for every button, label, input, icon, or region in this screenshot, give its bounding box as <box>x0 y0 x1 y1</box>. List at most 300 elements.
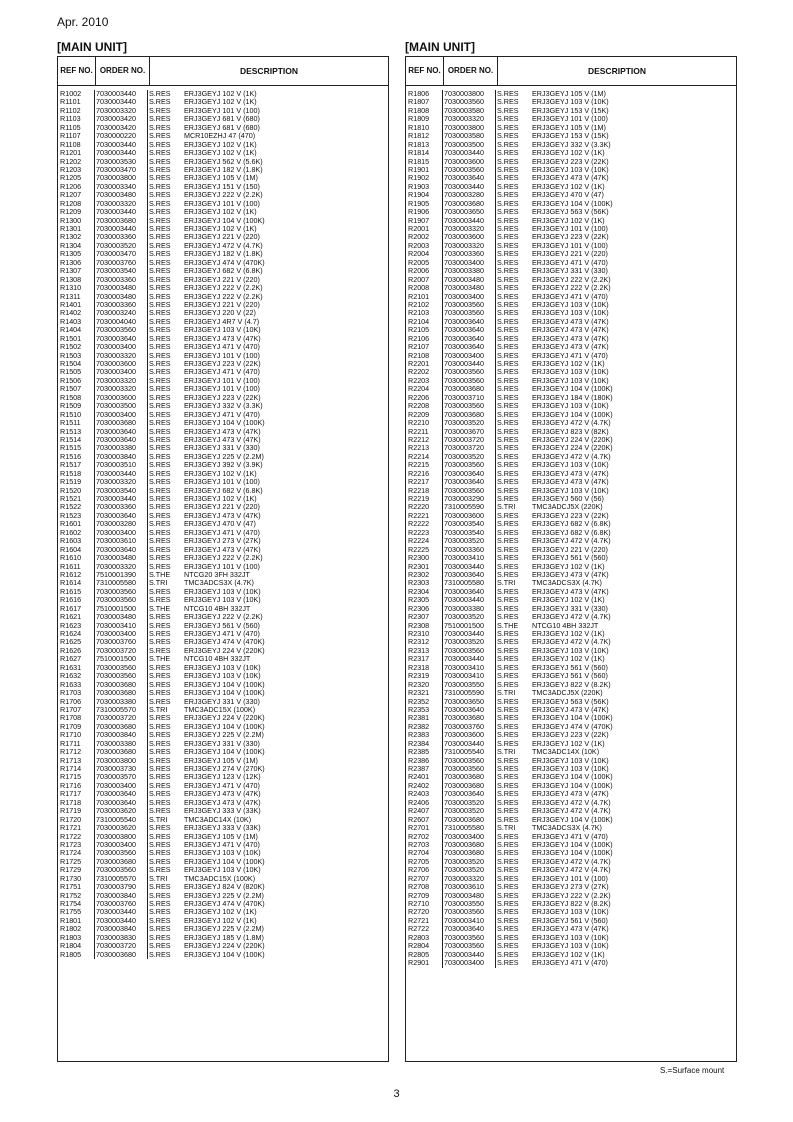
ref-no-cell: R1403 <box>58 318 95 326</box>
ref-no-cell: R1616 <box>58 596 95 604</box>
order-no-cell: 7030003380 <box>95 740 148 748</box>
table-row <box>406 495 736 503</box>
ref-no-cell: R2105 <box>406 326 443 334</box>
type-cell: S.RES <box>149 419 171 428</box>
ref-no-cell: R1713 <box>58 757 95 765</box>
table-row <box>58 638 388 646</box>
order-no-cell: 7030003440 <box>95 208 148 216</box>
type-cell: S.RES <box>149 748 171 757</box>
type-cell: S.RES <box>497 807 519 816</box>
type-cell: S.RES <box>149 368 171 377</box>
ref-no-cell: R2221 <box>406 512 443 520</box>
type-cell: S.RES <box>497 326 519 335</box>
ref-no-cell: R1621 <box>58 613 95 621</box>
table-row <box>406 352 736 360</box>
ref-no-cell: R2217 <box>406 478 443 486</box>
order-no-cell: 7030003680 <box>443 200 496 208</box>
table-row <box>406 529 736 537</box>
order-no-cell: 7030003360 <box>95 301 148 309</box>
ref-no-cell: R1501 <box>58 335 95 343</box>
ref-no-cell: R2213 <box>406 444 443 452</box>
table-row <box>406 183 736 191</box>
type-cell: S.RES <box>149 149 171 158</box>
order-no-cell: 7310005570 <box>95 875 148 883</box>
type-cell: S.TRI <box>497 748 516 757</box>
type-cell: S.TRI <box>497 824 516 833</box>
order-no-cell: 7030003730 <box>95 765 148 773</box>
type-cell: S.RES <box>149 267 171 276</box>
type-cell: S.TRI <box>149 815 168 824</box>
ref-no-cell: R1711 <box>58 740 95 748</box>
ref-no-cell: R2108 <box>406 352 443 360</box>
ref-no-cell: R2101 <box>406 293 443 301</box>
ref-no-cell: R1730 <box>58 875 95 883</box>
order-no-cell: 7030003400 <box>95 841 148 849</box>
type-cell: S.RES <box>497 410 519 419</box>
order-no-cell: 7030003400 <box>95 630 148 638</box>
order-no-cell: 7030003760 <box>95 638 148 646</box>
table-row <box>406 174 736 182</box>
table-row <box>58 689 388 697</box>
type-cell: S.RES <box>149 950 171 959</box>
ref-no-cell: R2318 <box>406 664 443 672</box>
ref-no-cell: R2218 <box>406 487 443 495</box>
ref-no-cell: R1802 <box>58 925 95 933</box>
table-row <box>58 90 388 98</box>
type-cell: S.RES <box>497 90 519 98</box>
table-row <box>406 579 736 587</box>
order-no-cell: 7310005590 <box>443 503 496 511</box>
part-cell: ERJ3GEYJ 104 V (100K) <box>532 410 613 419</box>
table-row <box>58 714 388 722</box>
table-row <box>58 200 388 208</box>
table-row <box>406 841 736 849</box>
order-no-cell: 7030003320 <box>443 242 496 250</box>
table-row <box>406 900 736 908</box>
table-row <box>58 326 388 334</box>
table-row <box>58 191 388 199</box>
type-cell: S.RES <box>149 140 171 149</box>
ref-no-cell: R1503 <box>58 352 95 360</box>
ref-no-cell: R1105 <box>58 124 95 132</box>
order-no-cell: 7030003440 <box>95 470 148 478</box>
ref-no-cell: R1904 <box>406 191 443 199</box>
part-cell: ERJ3GEYJ 473 V (47K) <box>532 174 609 183</box>
order-no-cell: 7030003530 <box>95 158 148 166</box>
part-cell: ERJ3GEYJ 102 V (1K) <box>532 562 605 571</box>
part-cell: ERJ3GEYJ 104 V (100K) <box>532 815 613 824</box>
table-row <box>58 942 388 950</box>
table-row <box>58 107 388 115</box>
order-no-cell: 7030003440 <box>443 630 496 638</box>
part-cell: ERJ3GEYJ 223 V (22K) <box>532 731 609 740</box>
part-cell: ERJ3GEYJ 331 V (330) <box>532 604 608 613</box>
table-row <box>406 259 736 267</box>
ref-no-cell: R2214 <box>406 453 443 461</box>
part-cell: ERJ3GEYJ 105 V (1M) <box>184 756 258 765</box>
part-cell: ERJ3GEYJ 220 V (22) <box>184 309 256 318</box>
order-no-cell: 7030003680 <box>443 841 496 849</box>
part-cell: ERJ3GEYJ 221 V (220) <box>532 545 608 554</box>
part-cell: ERJ3GEYJ 103 V (10K) <box>532 309 609 318</box>
part-cell: ERJ3GEYJ 104 V (100K) <box>532 385 613 394</box>
ref-no-cell: R2703 <box>406 841 443 849</box>
order-no-cell: 7030003640 <box>443 790 496 798</box>
ref-no-cell: R2721 <box>406 917 443 925</box>
ref-no-cell: R2708 <box>406 883 443 891</box>
ref-no-cell: R1754 <box>58 900 95 908</box>
order-no-cell: 7030003560 <box>443 757 496 765</box>
table-row <box>58 276 388 284</box>
type-cell: S.RES <box>497 444 519 453</box>
table-row <box>58 352 388 360</box>
order-no-cell: 7030003650 <box>443 698 496 706</box>
type-cell: S.RES <box>497 174 519 183</box>
ref-no-cell: R2102 <box>406 301 443 309</box>
ref-no-cell: R1902 <box>406 174 443 182</box>
type-cell: S.RES <box>497 908 519 917</box>
ref-no-cell: R2201 <box>406 360 443 368</box>
type-cell: S.RES <box>149 216 171 225</box>
type-cell: S.RES <box>497 562 519 571</box>
table-row <box>406 115 736 123</box>
ref-no-cell: R2225 <box>406 546 443 554</box>
type-cell: S.RES <box>149 444 171 453</box>
part-cell: ERJ3GEYJ 470 V (47) <box>184 520 256 529</box>
type-cell: S.RES <box>149 621 171 630</box>
order-no-cell: 7030003560 <box>443 301 496 309</box>
table-row <box>406 453 736 461</box>
table-row <box>58 757 388 765</box>
part-cell: ERJ3GEYJ 103 V (10K) <box>532 165 609 174</box>
order-no-cell: 7030003380 <box>443 267 496 275</box>
part-cell: ERJ3GEYJ 103 V (10K) <box>532 756 609 765</box>
table-row <box>58 537 388 545</box>
table-row <box>58 124 388 132</box>
table-row <box>58 883 388 891</box>
order-no-cell: 7030003560 <box>95 664 148 672</box>
part-cell: ERJ3GEYJ 104 V (100K) <box>184 950 265 959</box>
order-no-cell: 7030003550 <box>443 681 496 689</box>
type-cell: S.RES <box>497 680 519 689</box>
table-row <box>58 892 388 900</box>
ref-no-cell: R1107 <box>58 132 95 140</box>
ref-no-cell: R2386 <box>406 757 443 765</box>
type-cell: S.RES <box>149 807 171 816</box>
ref-no-cell: R1720 <box>58 816 95 824</box>
table-row <box>406 588 736 596</box>
order-no-cell: 7030003640 <box>95 512 148 520</box>
part-cell: ERJ3GEYJ 332 V (3.3K) <box>532 140 611 149</box>
type-cell: S.RES <box>149 478 171 487</box>
part-cell: ERJ3GEYJ 103 V (10K) <box>532 300 609 309</box>
type-cell: S.RES <box>497 98 519 107</box>
ref-no-cell: R1514 <box>58 436 95 444</box>
part-cell: ERJ3GEYJ 471 V (470) <box>184 840 260 849</box>
ref-no-cell: R1715 <box>58 773 95 781</box>
table-row <box>406 335 736 343</box>
order-no-cell: 7030003790 <box>95 883 148 891</box>
ref-no-cell: R1201 <box>58 149 95 157</box>
part-cell: ERJ3GEYJ 331 V (330) <box>184 444 260 453</box>
part-cell: ERJ3GEYJ 473 V (47K) <box>184 427 261 436</box>
ref-no-cell: R2702 <box>406 833 443 841</box>
type-cell: S.RES <box>149 900 171 908</box>
order-no-cell: 7030003400 <box>95 343 148 351</box>
ref-no-cell: R1507 <box>58 385 95 393</box>
order-no-cell: 7030003280 <box>443 191 496 199</box>
part-cell: MCR10EZHJ 47 (470) <box>184 132 256 141</box>
ref-no-cell: R1627 <box>58 655 95 663</box>
order-no-cell: 7030003440 <box>95 98 148 106</box>
ref-no-header: REF NO. <box>58 57 96 85</box>
ref-no-cell: R1755 <box>58 908 95 916</box>
table-row <box>406 959 736 967</box>
type-cell: S.RES <box>149 292 171 301</box>
order-no-cell: 7030003290 <box>443 495 496 503</box>
part-cell: ERJ3GEYJ 331 V (330) <box>184 739 260 748</box>
table-row <box>406 158 736 166</box>
order-no-cell: 7030003520 <box>95 242 148 250</box>
part-cell: ERJ3GEYJ 224 V (220K) <box>532 444 613 453</box>
table-row <box>58 436 388 444</box>
type-cell: S.RES <box>497 663 519 672</box>
part-cell: ERJ3GEYJ 824 V (820K) <box>184 883 265 892</box>
table-row <box>406 613 736 621</box>
type-cell: S.RES <box>497 570 519 579</box>
ref-no-cell: R1714 <box>58 765 95 773</box>
part-cell: ERJ3GEYJ 331 V (330) <box>532 267 608 276</box>
part-cell: TMC3ADC14X (10K) <box>184 815 252 824</box>
type-cell: S.RES <box>149 275 171 284</box>
table-row <box>406 782 736 790</box>
ref-no-cell: R2401 <box>406 773 443 781</box>
part-cell: ERJ3GEYJ 682 V (6.8K) <box>532 520 611 529</box>
type-cell: S.RES <box>497 419 519 428</box>
part-cell: ERJ3GEYJ 561 V (560) <box>184 621 260 630</box>
type-cell: S.RES <box>149 402 171 411</box>
type-cell: S.RES <box>149 486 171 495</box>
table-row <box>406 706 736 714</box>
part-cell: ERJ3GEYJ 222 V (2.2K) <box>532 275 611 284</box>
type-cell: S.RES <box>149 528 171 537</box>
type-cell: S.RES <box>149 452 171 461</box>
order-no-cell: 7030003800 <box>443 124 496 132</box>
ref-no-cell: R1301 <box>58 225 95 233</box>
order-no-cell: 7030003510 <box>95 461 148 469</box>
ref-no-cell: R1812 <box>406 132 443 140</box>
type-cell: S.RES <box>149 933 171 942</box>
order-no-cell: 7030003470 <box>95 250 148 258</box>
table-row <box>58 790 388 798</box>
type-cell: S.RES <box>149 326 171 335</box>
type-cell: S.RES <box>149 343 171 352</box>
part-cell: TMC3ADC15X (100K) <box>184 705 256 714</box>
type-cell: S.RES <box>149 849 171 858</box>
type-cell: S.RES <box>149 832 171 841</box>
table-row <box>406 596 736 604</box>
type-cell: S.RES <box>149 351 171 360</box>
type-cell: S.RES <box>149 714 171 723</box>
type-cell: S.RES <box>497 925 519 934</box>
type-cell: S.RES <box>497 874 519 883</box>
table-row <box>406 428 736 436</box>
type-cell: S.RES <box>497 241 519 250</box>
type-cell: S.RES <box>149 545 171 554</box>
type-cell: S.RES <box>497 722 519 731</box>
ref-no-cell: R2804 <box>406 942 443 950</box>
footnote: S.=Surface mount <box>660 1066 725 1075</box>
order-no-cell: 7030003680 <box>443 411 496 419</box>
ref-no-cell: R1520 <box>58 487 95 495</box>
part-cell: ERJ3GEYJ 471 V (470) <box>184 368 260 377</box>
table-header <box>58 57 388 86</box>
table-row <box>406 807 736 815</box>
part-cell: ERJ3GEYJ 225 V (2.2M) <box>184 891 264 900</box>
order-no-cell: 7030003340 <box>95 183 148 191</box>
ref-no-cell: R1308 <box>58 276 95 284</box>
table-row <box>58 681 388 689</box>
part-cell: ERJ3GEYJ 101 V (100) <box>532 874 608 883</box>
order-no-cell: 7510001500 <box>95 655 148 663</box>
order-no-cell: 7030003420 <box>95 124 148 132</box>
type-cell: S.RES <box>497 765 519 773</box>
type-cell: S.RES <box>149 393 171 402</box>
ref-no-cell: R1708 <box>58 714 95 722</box>
table-row <box>58 132 388 140</box>
type-cell: S.RES <box>497 115 519 124</box>
table-row <box>406 512 736 520</box>
ref-no-cell: R1901 <box>406 166 443 174</box>
section-title-right: [MAIN UNIT] <box>405 40 475 54</box>
table-row <box>406 858 736 866</box>
order-no-cell: 7030003840 <box>95 925 148 933</box>
ref-no-cell: R1813 <box>406 141 443 149</box>
type-cell: S.RES <box>149 908 171 917</box>
type-cell: S.RES <box>149 663 171 672</box>
table-row <box>58 487 388 495</box>
part-cell: ERJ3GEYJ 101 V (100) <box>184 199 260 208</box>
order-no-cell: 7030003640 <box>443 588 496 596</box>
ref-no-cell: R1632 <box>58 672 95 680</box>
ref-no-cell: R2223 <box>406 529 443 537</box>
order-no-cell: 7030003440 <box>95 90 148 98</box>
ref-no-cell: R2304 <box>406 588 443 596</box>
order-no-cell: 7030003470 <box>95 166 148 174</box>
table-row <box>406 681 736 689</box>
ref-no-cell: R1611 <box>58 563 95 571</box>
order-no-cell: 7030003640 <box>443 318 496 326</box>
type-cell: S.RES <box>497 208 519 217</box>
table-row <box>406 478 736 486</box>
table-row <box>406 563 736 571</box>
type-cell: S.RES <box>497 165 519 174</box>
part-cell: NTCG10 4BH 332JT <box>532 621 599 630</box>
type-cell: S.RES <box>497 596 519 605</box>
type-cell: S.RES <box>497 950 519 959</box>
order-no-cell: 7310005590 <box>443 689 496 697</box>
table-row <box>58 377 388 385</box>
ref-no-cell: R2211 <box>406 428 443 436</box>
type-cell: S.RES <box>497 883 519 892</box>
ref-no-cell: R2701 <box>406 824 443 832</box>
part-cell: ERJ3GEYJ 104 V (100K) <box>184 680 265 689</box>
part-cell: ERJ3GEYJ 224 V (220K) <box>184 646 265 655</box>
type-cell: S.RES <box>497 461 519 470</box>
part-cell: ERJ3GEYJ 474 V (470K) <box>184 258 265 267</box>
order-no-cell: 7030003560 <box>95 672 148 680</box>
order-no-cell: 7030003610 <box>443 883 496 891</box>
part-cell: TMC3ADCJ5X (220K) <box>532 503 603 512</box>
part-cell: ERJ3GEYJ 331 V (330) <box>184 697 260 706</box>
order-no-cell: 7030003540 <box>95 267 148 275</box>
part-cell: ERJ3GEYJ 222 V (2.2K) <box>532 284 611 293</box>
ref-no-cell: R2212 <box>406 436 443 444</box>
part-cell: ERJ3GEYJ 104 V (100K) <box>532 199 613 208</box>
part-cell: ERJ3GEYJ 474 V (470K) <box>184 900 265 908</box>
ref-no-cell: R2403 <box>406 790 443 798</box>
table-row <box>58 773 388 781</box>
type-cell: S.RES <box>497 140 519 149</box>
ref-no-cell: R1615 <box>58 588 95 596</box>
ref-no-cell: R2004 <box>406 250 443 258</box>
type-cell: S.RES <box>497 452 519 461</box>
part-cell: ERJ3GEYJ 561 V (560) <box>532 672 608 681</box>
ref-no-cell: R2007 <box>406 276 443 284</box>
ref-no-cell: R1306 <box>58 259 95 267</box>
table-row <box>406 934 736 942</box>
table-row <box>58 554 388 562</box>
type-cell: S.RES <box>497 891 519 900</box>
order-no-cell: 7310005580 <box>443 579 496 587</box>
ref-no-cell: R2722 <box>406 925 443 933</box>
part-cell: ERJ3GEYJ 560 V (56) <box>532 495 604 503</box>
ref-no-cell: R1206 <box>58 183 95 191</box>
part-cell: ERJ3GEYJ 102 V (1K) <box>532 630 605 638</box>
order-no-cell: 7030003640 <box>443 343 496 351</box>
type-cell: S.RES <box>497 714 519 723</box>
type-cell: S.TRI <box>149 705 168 714</box>
part-cell: ERJ3GEYJ 102 V (1K) <box>532 655 605 664</box>
table-row <box>58 242 388 250</box>
part-cell: ERJ3GEYJ 101 V (100) <box>184 478 260 487</box>
table-row <box>406 90 736 98</box>
type-cell: S.RES <box>497 866 519 875</box>
order-no-cell: 7030003380 <box>443 605 496 613</box>
part-cell: ERJ3GEYJ 185 V (1.8M) <box>184 933 264 942</box>
type-cell: S.RES <box>497 132 519 141</box>
type-cell: S.RES <box>149 132 171 141</box>
part-cell: TMC3ADC14X (10K) <box>532 748 600 757</box>
table-row <box>58 158 388 166</box>
part-cell: TMC3ADCS3X (4.7K) <box>184 579 254 588</box>
type-cell: S.RES <box>149 225 171 233</box>
table-row <box>58 951 388 959</box>
part-cell: ERJ3GEYJ 104 V (100K) <box>532 714 613 723</box>
order-no-cell: 7030003680 <box>95 681 148 689</box>
type-cell: S.RES <box>149 891 171 900</box>
part-cell: ERJ3GEYJ 222 V (2.2K) <box>184 554 263 563</box>
part-cell: ERJ3GEYJ 151 V (150) <box>184 182 260 191</box>
order-no-cell: 7030003560 <box>443 934 496 942</box>
type-cell: S.RES <box>149 511 171 520</box>
table-row <box>406 470 736 478</box>
table-row <box>406 326 736 334</box>
ref-no-cell: R1402 <box>58 309 95 317</box>
ref-no-cell: R1208 <box>58 200 95 208</box>
part-cell: ERJ3GEYJ 103 V (10K) <box>184 587 261 596</box>
order-no-cell: 7030003440 <box>443 563 496 571</box>
